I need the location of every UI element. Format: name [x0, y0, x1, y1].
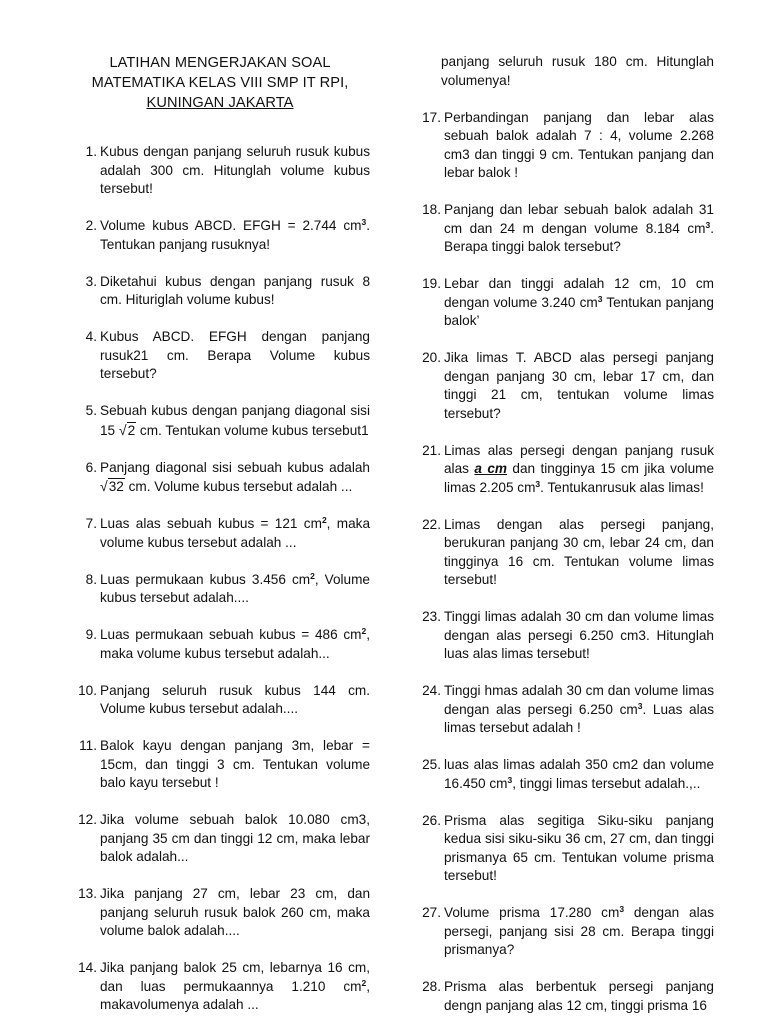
sqrt-radicand: 32: [108, 479, 124, 494]
title-line-3: KUNINGAN JAKARTA: [146, 95, 294, 111]
question-number: 7.: [85, 516, 97, 531]
question-text: Lebar dan tinggi adalah 12 cm, 10 cm dengan volume 3.240 $cm^3$ Tentukan panjang balok’: [444, 276, 714, 328]
question-text: Kubus dengan panjang seluruh rusuk kubus adalah 300 cm. Hitunglah volume kubus tersebut!: [100, 144, 370, 196]
question-number: 2.: [85, 218, 97, 233]
question-17: [414, 109, 714, 183]
question-number: 12.: [78, 812, 97, 827]
question-number: 1.: [85, 144, 97, 159]
question-6: [70, 459, 370, 497]
question-number: 10.: [78, 682, 97, 698]
question-5: [70, 402, 370, 440]
question-text: Jika limas T. ABCD alas persegi panjang dengan panjang 30 cm, lebar 17 cm, dan tinggi 21 cm, tentukan volume limas tersebut?: [444, 350, 714, 421]
question-24: [414, 682, 714, 738]
question-number: 19.: [422, 276, 441, 291]
question-number: 27.: [422, 905, 441, 920]
question-text: Luas alas sebuah kubus = 121 $cm^2$, maka volume kubus tersebut adalah ...: [100, 515, 371, 550]
question-number: 3.: [85, 273, 97, 289]
question-text: Balok kayu dengan panjang 3m, lebar = 15cm, dan tinggi 3 cm. Tentukan volume balo kayu tersebut !: [100, 738, 370, 790]
question-number: 17.: [422, 109, 441, 125]
question-text: Luas permukaan kubus 3.456 $cm^2$, Volume kubus tersebut adalah....: [100, 570, 370, 605]
question-text: Prisma alas segitiga Siku-siku panjang kedua sisi siku-siku 36 cm, 27 cm, dan tinggi prismanya 65 cm. Tentukan volume prisma tersebut!: [444, 812, 714, 883]
question-number: 26.: [422, 812, 441, 828]
title-line-2: MATEMATIKA KELAS VIII SMP IT RPI,: [91, 75, 349, 91]
question-text: Prisma alas berbentuk persegi panjang dengn panjang alas 12 cm, tinggi prisma 16: [444, 979, 714, 1013]
question-text: Volume prisma 17.280 $cm^3$ dengan alas persegi, panjang sisi 28 cm. Berapa tinggi prismanya?: [444, 904, 714, 957]
question-text: Sebuah kubus dengan panjang diagonal sisi 15 √2 cm. Tentukan volume kubus tersebut1: [100, 403, 370, 438]
question-number: 4.: [85, 329, 97, 344]
question-text: Jika panjang 27 cm, lebar 23 cm, dan panjang seluruh rusuk balok 260 cm, maka volume balok adalah....: [100, 886, 370, 938]
question-text: Panjang seluruh rusuk kubus 144 cm. Volume kubus tersebut adalah....: [100, 682, 370, 716]
question-text: Limas dengan alas persegi panjang, berukuran panjang 30 cm, lebar 24 cm, dan tingginya 16 cm. Tentukan volume limas tersebut!: [444, 516, 714, 587]
question-number: 14.: [78, 960, 97, 975]
question-number: 13.: [78, 886, 97, 901]
question-20: [414, 349, 714, 423]
question-1: [70, 143, 370, 199]
question-text: Diketahui kubus dengan panjang rusuk 8 cm. Hituriglah volume kubus!: [100, 273, 370, 307]
question-18: [414, 201, 714, 257]
question-2: [70, 217, 370, 254]
question-number: 5.: [85, 403, 97, 418]
question-number: 25.: [422, 757, 441, 772]
question-continuation: panjang seluruh rusuk 180 cm. Hitunglah volumenya!: [441, 54, 714, 88]
question-text: Tinggi limas adalah 30 cm dan volume limas dengan alas persegi 6.250 cm3. Hitunglah luas alas limas tersebut!: [444, 609, 714, 661]
question-3: [70, 273, 370, 310]
question-4: [70, 328, 370, 384]
question-text: Kubus ABCD. EFGH dengan panjang rusuk21 cm. Berapa Volume kubus tersebut?: [100, 329, 370, 381]
question-number: 11.: [79, 738, 97, 753]
question-text: Tinggi hmas adalah 30 cm dan volume limas dengan alas persegi 6.250 $cm^3$. Luas alas limas tersebut adalah !: [444, 683, 714, 735]
question-text: Panjang dan lebar sebuah balok adalah 31 cm dan 24 m dengan volume 8.184 $cm^3$. Berapa tinggi balok tersebut?: [444, 202, 714, 254]
title-line-1: LATIHAN MENGERJAKAN SOAL: [109, 55, 331, 71]
question-7: [70, 515, 370, 552]
question-21: [414, 442, 714, 498]
question-number: 20.: [422, 350, 441, 365]
question-10: [70, 682, 370, 719]
question-number: 6.: [85, 459, 97, 475]
question-text: Jika volume sebuah balok 10.080 cm3, panjang 35 cm dan tinggi 12 cm, maka lebar balok adalah...: [100, 812, 370, 864]
question-14: [70, 959, 370, 1015]
question-text: luas alas limas adalah 350 cm2 dan volume 16.450 $cm^3$, tinggi limas tersebut adalah.,..: [444, 757, 714, 791]
question-9: [70, 626, 370, 663]
question-25: [414, 756, 714, 793]
sqrt-radicand: 2: [127, 422, 136, 438]
question-text: Limas alas persegi dengan panjang rusuk alas a cm dan tingginya 15 cm jika volume limas 2.205 $cm^3$. Tentukanrusuk alas limas!: [444, 442, 715, 495]
question-text: Panjang diagonal sisi sebuah kubus adalah √32 cm. Volume kubus tersebut adalah ...: [100, 459, 370, 494]
question-text: Perbandingan panjang dan lebar alas sebuah balok adalah 7 : 4, volume 2.268 cm3 dan tinggi 9 cm. Tentukan panjang dan lebar balok !: [444, 109, 714, 180]
question-13: [70, 885, 370, 941]
question-28: [414, 978, 714, 1015]
right-column: [414, 0, 714, 1034]
sqrt-symbol: √: [118, 421, 127, 438]
question-number: 18.: [422, 202, 441, 217]
question-number: 9.: [85, 627, 97, 642]
page-title: [70, 53, 370, 113]
question-number: 8.: [85, 571, 97, 587]
question-text: Jika panjang balok 25 cm, lebarnya 16 cm, dan luas permukaannya 1.210 $cm^2$, makavolumenya adalah ...: [100, 960, 370, 1012]
question-23: [414, 608, 714, 664]
question-19: [414, 275, 714, 331]
question-text: Luas permukaan sebuah kubus = 486 $cm^2$, maka volume kubus tersebut adalah...: [100, 626, 370, 661]
question-26: [414, 812, 714, 886]
question-number: 21.: [422, 442, 441, 458]
question-number: 22.: [422, 516, 441, 532]
sqrt-symbol: √: [100, 478, 108, 494]
question-11: [70, 737, 370, 793]
question-22: [414, 516, 714, 590]
question-8: [70, 571, 370, 608]
question-number: 23.: [422, 609, 441, 624]
question-27: [414, 904, 714, 960]
question-12: [70, 811, 370, 867]
question-text: Volume kubus ABCD. EFGH = 2.744 $cm^3$. Tentukan panjang rusuknya!: [100, 217, 370, 252]
question-number: 24.: [422, 683, 441, 698]
question-number: 28.: [422, 979, 441, 994]
left-column: [70, 0, 370, 1033]
variable-a-cm: a cm: [474, 461, 507, 476]
